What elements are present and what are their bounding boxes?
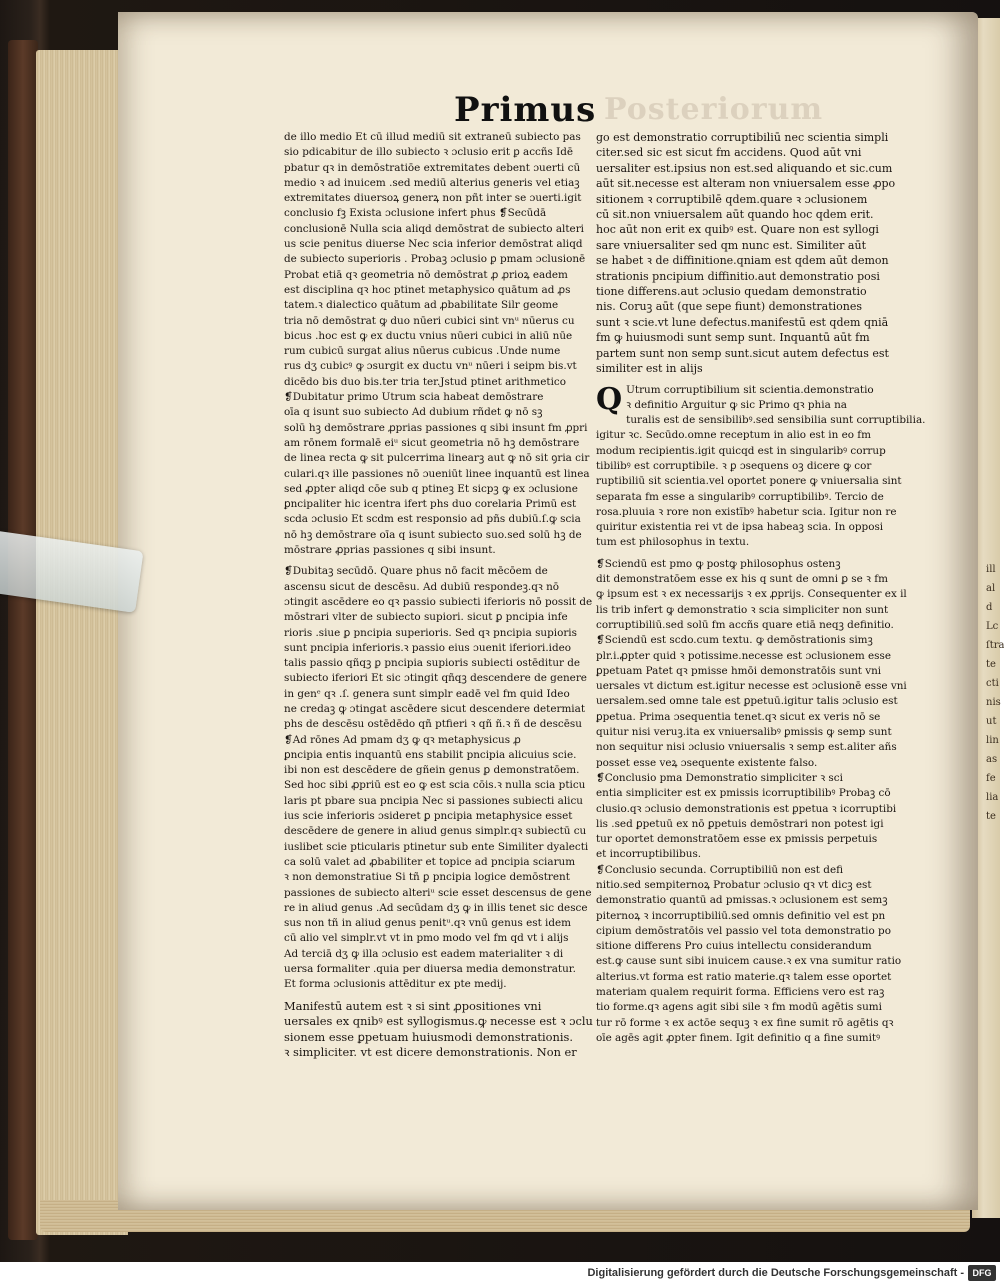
text-line: talis passio qñqꝫ ꝑ pncipia supioris subiecti ostēditur de (284, 657, 581, 670)
dfg-logo: DFG (968, 1265, 996, 1281)
text-line: mōstrari vlter de subiecto supiori. sicut ꝑ pncipia infe (284, 611, 568, 624)
text-line: subiecto iferiori Et sic ɔtingit qñqꝫ descendere de genere (284, 672, 587, 685)
text-line: descēdere de genere in aliud genus simplr.qꝛ subiectū cu (284, 825, 587, 838)
text-line: am rōnem formalē eiᵘ sicut geometria nō hꝫ demōstrare (284, 436, 580, 449)
text-line: uersales vt dictum est.igitur necesse est ɔclusionē esse vni (596, 680, 907, 693)
running-head: Primus (454, 90, 597, 130)
text-line: hoc aūt non erit ex quibꝰ est. Quare non est syllogi (596, 223, 879, 237)
text-line: fm ꝙ huiusmodi sunt semp sunt. Inquantū aūt fm (596, 331, 870, 345)
text-line: sunt pncipia inferioris.ꝛ passio eius ɔuenit iferiori.ideo (284, 641, 572, 654)
text-line: nis. Coruꝫ aūt (que sepe fiunt) demonstrationes (596, 300, 863, 314)
margin-fragment: al (986, 583, 996, 594)
text-line: lis trib infert ꝙ demonstratio ꝛ scia simpliciter non sunt (596, 603, 889, 616)
text-line: rus dʒ cubicꝰ ꝙ ɔsurgit ex ductu vnᵘ nūeri i seipm bis.vt (284, 360, 577, 373)
text-line: alterius.vt forma est ratio materie.qꝛ talem esse oportet (596, 970, 892, 983)
text-line: conclusionē Nulla scia aliqd demōstrat de subiecto alteri (284, 222, 584, 235)
text-line: de subiecto superioris . Probaꝫ ɔclusio ꝑ pmam ɔclusionē (284, 253, 586, 266)
text-line: quitur nisi veruꝫ.ita ex vniuersalibꝰ ꝑmissis ꝙ semp sunt (596, 726, 892, 739)
text-line: ꝛ simpliciter. vt est dicere demonstrationis. Non er (284, 1045, 577, 1060)
text-line: Probat etiā qꝛ geometria nō demōstrat ꝓ ꝓrioꝝ eadem (284, 268, 568, 281)
text-line: ꝑncipia entis inquantū ens stabilit pncipia alicuius scie. (284, 748, 577, 761)
text-line: iuslibet scie pticularis ptinetur sub ente Similiter dyalecti (284, 840, 589, 853)
text-line: Ad terciā dʒ ꝙ illa ɔclusio est eadem materialiter ꝛ di (284, 947, 564, 960)
text-line: ascensu sicut de descēsu. Ad dubiū respondeꝫ.qꝛ nō (284, 580, 560, 593)
text-line: re in aliud genus .Ad secūdam dʒ ꝙ in illis tenet sic desce (284, 901, 588, 914)
text-line: partem sunt non semp sunt.sicut autem defectus est (596, 346, 889, 360)
text-line: non sequitur nisi ɔclusio vniuersalis ꝛ semp est.aliter añs (596, 741, 897, 754)
text-line: in genᵉ qꝛ .ſ. genera sunt simplr eadē vel fm quid Ideo (284, 687, 570, 700)
text-line: lis .sed ꝑpetuū ex nō ꝑpetuis demōstrari non potest igi (596, 817, 884, 830)
text-line: sio pdicabitur de illo subiecto ꝛ ɔclusio erit ꝑ accñs Idē (284, 146, 574, 159)
text-line: uersales ex qnibꝰ est syllogismus.ꝙ necesse est ꝛ ɔclu (284, 1014, 593, 1029)
right-column (596, 130, 926, 1046)
text-line: posset esse veꝝ ɔsequente existente falso. (596, 756, 818, 769)
text-line: corruptibiliū.sed solū fm accñs quare etiā neqꝫ definitio. (596, 618, 894, 631)
text-line: tur rō forme ꝛ ex actōe sequꝫ ꝛ ex fine sumit rō agētis qꝛ (596, 1016, 894, 1029)
text-line: sed ꝓpter aliqd cōe sub q ptineꝫ Et sicpꝫ ꝙ ex ɔclusione (284, 482, 578, 495)
text-line: tria nō demōstrat ꝙ duo nūeri cubici sint vnᵘ nūerus cu (284, 314, 575, 327)
margin-fragment: lin (986, 735, 999, 746)
text-line: conclusio fꝫ Exista ɔclusione infert phus ❡Secūdā (284, 207, 547, 220)
text-line: cipium demōstratōis vel passio vel tota demonstratio po (596, 924, 891, 937)
left-paragraph-3 (284, 998, 593, 1061)
text-line: piternoꝝ ꝛ incorruptibiliū.sed omnis definitio vel est pn (596, 909, 886, 922)
text-line: oīa q isunt suo subiecto Ad dubium rñdet ꝙ nō sꝫ (284, 406, 543, 419)
text-line: go est demonstratio corruptibiliū nec scientia simpli (596, 131, 889, 144)
text-line: cū alio vel simplr.vt vt in pmo modo vel fm qd vt i alijs (284, 932, 569, 945)
margin-fragment: d (986, 602, 993, 613)
margin-fragment: ſtra (986, 640, 1004, 651)
text-line: ꝙ ipsum est ꝛ ex necessarijs ꝛ ex ꝓprijs. Consequenter ex il (596, 588, 907, 601)
funding-credit: Digitalisierung gefördert durch die Deutsche Forschungsgemeinschaft - (587, 1267, 964, 1279)
text-line: ꝑpetuam Patet qꝛ pmisse hmōi demonstratōis sunt vni (596, 664, 882, 677)
text-line: ne credaꝫ ꝙ ɔtingat ascēdere sicut descendere determiat (284, 702, 585, 715)
margin-fragment: te (986, 811, 996, 822)
text-line: ❡Sciendū est scdo.cum textu. ꝙ demōstrationis simꝫ (596, 634, 873, 647)
text-line: uersalem.sed omne tale est ꝑpetuū.igitur talis ɔclusio est (596, 695, 898, 708)
margin-fragment: lia (986, 792, 999, 803)
text-line: uersaliter est.ipsius non est.sed aliquando et sic.cum (596, 161, 893, 175)
text-line: extremitates diuersoꝝ generꝝ non pñt inter se ɔuerti.igit (284, 192, 582, 205)
text-line: ❡Conclusio pma Demonstratio simpliciter ꝛ sci (596, 771, 843, 784)
text-line: Utrum corruptibilium sit scientia.demonstratio (626, 383, 874, 396)
text-line: culari.qꝛ ille passiones nō ɔueniūt linee inquantū est linea (284, 467, 590, 480)
left-column (284, 130, 593, 1061)
text-line: tatem.ꝛ dialectico quātum ad ꝓbabilitate Silr geome (284, 299, 559, 312)
text-line: passiones de subiecto alteriᵘ scie esset descensus de gene (284, 886, 592, 899)
margin-fragment: cti (986, 678, 999, 689)
text-line: ꝛ non demonstratiue Si tñ ꝑ pncipia logice demōstrent (284, 871, 570, 884)
text-line: igitur ꝛc. Secūdo.omne receptum in alio est in eo fm (596, 429, 872, 442)
text-line: sus non tñ in aliud genus penitᵘ.qꝛ vnū genus est idem (284, 917, 572, 930)
margin-fragment: te (986, 659, 996, 670)
text-line: de illo medio Et cū illud mediū sit extraneū subiecto pas (284, 131, 581, 143)
text-line: tione differens.aut ɔclusio quedam demonstratio (596, 285, 867, 299)
left-paragraph-2 (284, 564, 593, 992)
text-line: sionem esse ꝑpetuam huiusmodi demonstrationis. (284, 1029, 573, 1044)
text-line: quiritur existentia rei vt de ipsa habeaꝫ scia. In opposi (596, 521, 884, 534)
text-line: pbatur qꝛ in demōstratiōe extremitates debent ɔuerti cū (284, 161, 581, 174)
text-line: sunt ꝛ scie.vt lune defectus.manifestū est qdem qniā (596, 315, 889, 329)
margin-fragment: as (986, 754, 998, 765)
text-line: ca solū valet ad ꝓbabiliter et topice ad pncipia sciarum (284, 855, 576, 868)
text-line: se habet ꝛ de diffinitione.qniam est qdem aūt demon (596, 254, 889, 268)
text-line: similiter est in alijs (596, 362, 703, 376)
text-line: citer.sed sic est sicut fm accidens. Quod aūt vni (596, 146, 862, 160)
text-line: ❡Dubitaꝫ secūdō. Quare phus nō facit mēcōem de (284, 565, 548, 578)
text-line: ius scie inferioris ɔsideret ꝑ pncipia metaphysice esset (284, 810, 573, 823)
next-page-margin-text (986, 560, 1004, 826)
text-line: turalis est de sensibilibꝰ.sed sensibilia sunt corruptibilia. (626, 414, 926, 427)
text-line: modum recipientis.igit quicqd est in singularibꝰ corrup (596, 444, 886, 457)
margin-fragment: fe (986, 773, 996, 784)
text-line: entia simpliciter est ex pmissis icorruptibilibꝰ Probaꝫ cō (596, 787, 891, 800)
text-line: clusio.qꝛ ɔclusio demonstrationis est ꝑpetua ꝛ icorruptibi (596, 802, 897, 815)
show-through-heading: Posteriorum (604, 92, 824, 127)
text-line: us scie penitus diuerse Nec scia inferior demōstrat aliqd (284, 238, 583, 251)
margin-fragment: ill (986, 564, 996, 575)
text-line: Manifestū autem est ꝛ si sint ꝓpositiones vni (284, 998, 542, 1013)
text-line: oīe agēs agit ꝓpter finem. Igit definitio q a fine sumitꝰ (596, 1031, 881, 1044)
margin-fragment: nis (986, 697, 1001, 708)
left-paragraph-1 (284, 130, 590, 558)
text-line: est disciplina qꝛ hoc ptinet metaphysico quātum ad ꝓs (284, 283, 571, 296)
text-line: et incorruptibilibus. (596, 848, 702, 861)
text-line: separata fm esse a singularibꝰ corruptibilibꝰ. Tercio de (596, 490, 884, 503)
text-line: dicēdo bis duo bis.ter tria ter.Jstud ptinet arithmetico (284, 375, 567, 388)
text-line: de linea recta ꝙ sit pulcerrima linearꝫ aut ꝙ nō sit ꝯria cir (284, 452, 590, 465)
text-line: cū sit.non vniuersalem aūt quando hoc qdem erit. (596, 208, 874, 222)
text-line: ɔtingit ascēdere eo qꝛ passio subiecti iferioris nō possit de (284, 595, 593, 608)
text-line: tio forme.qꝛ agens agit sibi sile ꝛ fm modū agētis sumi (596, 1001, 882, 1014)
text-line: uersa formaliter .quia per diuersa media demonstratur. (284, 963, 576, 976)
text-line: bicus .hoc est ꝙ ex ductu vnius nūeri cubici in aliū nūe (284, 329, 573, 342)
page-edges (36, 50, 128, 1235)
text-line: ibi non est descēdere de gñein genus ꝑ demonstratōem. (284, 764, 580, 777)
question-text (596, 383, 926, 551)
text-line: strationis pncipium diffinitio.aut demonstratio posi (596, 269, 880, 283)
text-line: aūt sit.necesse est alteram non vniuersalem esse ꝓpo (596, 177, 896, 191)
text-line: sare vniuersaliter sed qm nunc est. Similiter aūt (596, 238, 866, 252)
text-line: laris pt pbare sua pncipia Nec si passiones subiecti alicu (284, 794, 583, 807)
margin-fragment: Lc (986, 621, 999, 632)
text-line: ❡Dubitatur primo Utrum scia habeat demōstrare (284, 391, 544, 404)
text-line: sitione differens Pro cuius intellectu considerandum (596, 940, 872, 953)
text-line: ꝑncipaliter hic icentra ifert phs duo corelaria Primū est (284, 498, 577, 511)
text-line: materiam qualem requirit forma. Efficiens vero est raꝫ (596, 986, 885, 999)
text-line: dit demonstratōem esse ex his q sunt de omni ꝑ se ꝛ fm (596, 573, 888, 586)
text-line: scda ɔclusio Et scdm est responsio ad pñs dubiū.ſ.ꝙ scia (284, 513, 581, 526)
right-paragraph-1 (596, 130, 902, 377)
text-line: ❡Ad rōnes Ad pmam dʒ ꝙ qꝛ metaphysicus ꝓ (284, 733, 521, 746)
text-line: ꝑpetua. Prima ɔsequentia tenet.qꝛ sicut ex veris nō se (596, 710, 881, 723)
text-line: ꝛ definitio Arguitur ꝙ sic Primo qꝛ phia na (626, 398, 847, 411)
book-binding (8, 40, 38, 1240)
text-line: ruptibiliū sit scientia.vel oportet ponere ꝙ vniuersalia sint (596, 475, 902, 488)
text-line: Sed hoc sibi ꝓpriū est eo ꝙ est scia cōis.ꝛ nulla scia pticu (284, 779, 586, 792)
text-line: nō hꝫ demōstrare oīa q isunt subiecto suo.sed solū hꝫ de (284, 528, 582, 541)
text-line: nitio.sed sempiternoꝝ Probatur ɔclusio qꝛ vt dicꝫ est (596, 879, 872, 891)
decorated-initial: Q (596, 381, 623, 417)
right-paragraph-2 (596, 381, 926, 551)
text-line: medio ꝛ ad inuicem .sed mediū alterius generis vel etiaꝫ (284, 176, 580, 189)
text-line: sitionem ꝛ corruptibilē qdem.quare ꝛ ɔclusionem (596, 192, 868, 206)
text-line: phs de descēsu ostēdēdo qñ ptfieri ꝛ qñ ñ.ꝛ ñ de descēsu (284, 718, 582, 731)
text-line: rosa.pluuia ꝛ rore non existībꝰ habetur scia. Igitur non re (596, 505, 897, 518)
text-line: plr.i.ꝓpter quid ꝛ potissime.necesse est ɔclusionem esse (596, 649, 891, 662)
text-line: tum est philosophus in textu. (596, 536, 750, 549)
text-line: rioris .siue ꝑ pncipia superioris. Sed qꝛ pncipia supioris (284, 626, 577, 639)
right-paragraph-3 (596, 557, 907, 1047)
text-line: demonstratio quantū ad pmissas.ꝛ ɔclusionem est semꝫ (596, 894, 888, 907)
text-line: ❡Sciendū est pmo ꝙ postꝙ philosophus ostenꝫ (596, 557, 841, 570)
text-line: tibilibꝰ est corruptibile. ꝛ ꝑ ɔsequens oꝫ dicere ꝙ cor (596, 459, 872, 472)
margin-fragment: ut (986, 716, 997, 727)
text-line: mōstrare ꝓprias passiones q sibi insunt. (284, 544, 496, 557)
text-line: Et forma ɔclusionis attēditur ex pte medij. (284, 978, 507, 991)
text-line: ❡Conclusio secunda. Corruptibiliū non est defi (596, 863, 844, 876)
text-line: tur oportet demonstratōem esse ex pmissis perpetuis (596, 833, 878, 846)
text-line: est.ꝙ cause sunt sibi inuicem cause.ꝛ ex vna sumitur ratio (596, 955, 902, 968)
text-line: rum cubicū surgat alius nūerus cubicus .Unde nume (284, 345, 561, 358)
text-line: solū hꝫ demōstrare ꝓprias passiones q sibi insunt fm ꝓpri (284, 421, 588, 434)
